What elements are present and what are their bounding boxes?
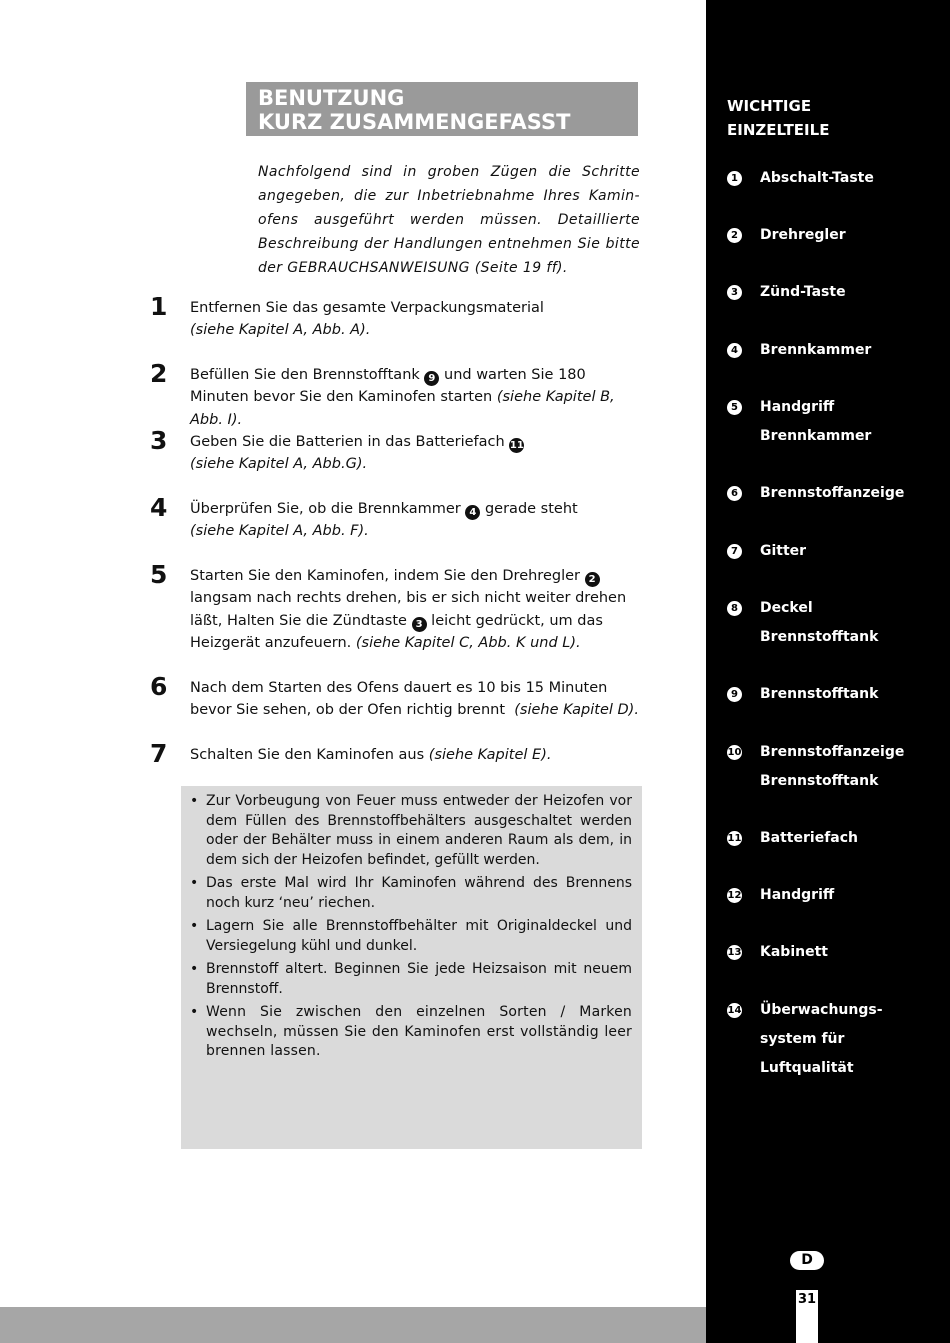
part-label: Kabinett xyxy=(760,944,828,960)
step-number: 4 xyxy=(150,493,168,522)
step-text: Überprüfen Sie, ob die Brennkammer 4 gerade steht (siehe Kapitel A, Abb. F). xyxy=(190,501,578,540)
part-number-icon: 12 xyxy=(727,890,742,901)
step-number: 1 xyxy=(150,292,168,321)
part-marker-icon: 4 xyxy=(465,505,480,520)
part-number-icon: 11 xyxy=(727,833,742,844)
intro-paragraph: Nachfolgend sind in groben Zügen die Schritte angegeben, die zur Inbetriebnahme Ihres Kamin-ofens ausgeführt werden müssen. Detaillierte Beschreibung der Handlungen entnehmen Sie bitte der GEBRAUCHSANWEISUNG (Seite 19 ff). xyxy=(258,164,640,276)
part-number-icon: 14 xyxy=(727,1005,742,1016)
part-marker-icon: 3 xyxy=(412,617,427,632)
step-text: Befüllen Sie den Brennstofftank 9 und warten Sie 180 Minuten bevor Sie den Kaminofen starten (siehe Kapitel B, Abb. I). xyxy=(190,367,615,428)
part-label: Drehregler xyxy=(760,227,846,243)
part-label: Batteriefach xyxy=(760,830,858,846)
part-number-icon: 9 xyxy=(727,687,742,702)
parts-sidebar xyxy=(706,0,950,1343)
part-label: Brennstoffanzeige xyxy=(760,485,905,501)
bullet-icon: • xyxy=(190,1004,199,1020)
step-number: 3 xyxy=(150,426,168,455)
part-number-icon: 2 xyxy=(727,228,742,243)
part-label: Brennkammer xyxy=(760,342,872,358)
note-item: • Das erste Mal wird Ihr Kaminofen während des Brennens noch kurz ‘neu’ riechen. xyxy=(190,875,632,911)
part-marker-icon: 9 xyxy=(424,371,439,386)
step-text: Geben Sie die Batterien in das Batteriefach 11 (siehe Kapitel A, Abb.G). xyxy=(190,434,524,473)
bullet-icon: • xyxy=(190,793,199,809)
page-number: 31 xyxy=(796,1290,818,1343)
part-label: Handgriff xyxy=(760,887,835,903)
part-label: Deckel Brennstofftank xyxy=(760,600,879,645)
section-title-line1: BENUTZUNG xyxy=(258,86,405,110)
step-text: Starten Sie den Kaminofen, indem Sie den Drehregler 2 langsam nach rechts drehen, bis er sich nicht weiter drehen läßt, Halten Sie die Zündtaste 3 leicht gedrückt, um das Heizgerät anzufeuern. (siehe Kapitel C, Abb. K und L). xyxy=(190,568,627,652)
part-number-icon: 13 xyxy=(727,947,742,958)
part-label: Abschalt-Taste xyxy=(760,170,874,186)
sidebar-title: WICHTIGE EINZELTEILE xyxy=(727,97,830,139)
note-item: • Wenn Sie zwischen den einzelnen Sorten / Marken wechseln, müssen Sie den Kaminofen erst vollständig leer brennen lassen. xyxy=(190,1004,632,1059)
part-number-icon: 10 xyxy=(727,747,742,758)
note-item: • Lagern Sie alle Brennstoffbehälter mit Originaldeckel und Versiegelung kühl und dunkel. xyxy=(190,918,632,954)
part-number-icon: 1 xyxy=(727,171,742,186)
step-text: Schalten Sie den Kaminofen aus (siehe Kapitel E). xyxy=(190,747,552,763)
part-label: Handgriff Brennkammer xyxy=(760,399,872,444)
part-number-icon: 5 xyxy=(727,400,742,415)
bullet-icon: • xyxy=(190,918,199,934)
part-number-icon: 3 xyxy=(727,285,742,300)
step-text: Entfernen Sie das gesamte Verpackungsmaterial (siehe Kapitel A, Abb. A). xyxy=(190,300,544,339)
part-number-icon: 8 xyxy=(727,601,742,616)
note-item: • Brennstoff altert. Beginnen Sie jede Heizsaison mit neuem Brennstoff. xyxy=(190,961,632,997)
step-number: 5 xyxy=(150,560,168,589)
section-title xyxy=(246,82,638,136)
bullet-icon: • xyxy=(190,875,199,891)
bullet-icon: • xyxy=(190,961,199,977)
part-label: Brennstofftank xyxy=(760,686,879,702)
step-number: 6 xyxy=(150,672,168,701)
part-marker-icon: 11 xyxy=(509,440,524,451)
part-number-icon: 7 xyxy=(727,544,742,559)
notes-box xyxy=(181,786,642,1149)
footer-bar xyxy=(0,1307,706,1343)
language-badge: D xyxy=(790,1251,824,1270)
step-number: 7 xyxy=(150,739,168,768)
step-number: 2 xyxy=(150,359,168,388)
part-label: Brennstoffanzeige Brennstofftank xyxy=(760,744,905,789)
part-label: Zünd-Taste xyxy=(760,284,846,300)
part-number-icon: 6 xyxy=(727,486,742,501)
part-label: Gitter xyxy=(760,543,807,559)
part-marker-icon: 2 xyxy=(585,572,600,587)
part-label: Überwachungs-system für Luftqualität xyxy=(760,1002,883,1076)
notes-list xyxy=(188,792,632,1062)
step-text: Nach dem Starten des Ofens dauert es 10 bis 15 Minuten bevor Sie sehen, ob der Ofen richtig brennt (siehe Kapitel D). xyxy=(190,680,639,719)
note-item: • Zur Vorbeugung von Feuer muss entweder der Heizofen vor dem Füllen des Brennstoffbehälters ausgeschaltet werden oder der Behälter muss in einem anderen Raum als dem, in dem sich der Heizofen befindet, gefüllt werden. xyxy=(190,793,632,868)
part-number-icon: 4 xyxy=(727,343,742,358)
section-title-line2: KURZ ZUSAMMENGEFASST xyxy=(258,110,571,134)
